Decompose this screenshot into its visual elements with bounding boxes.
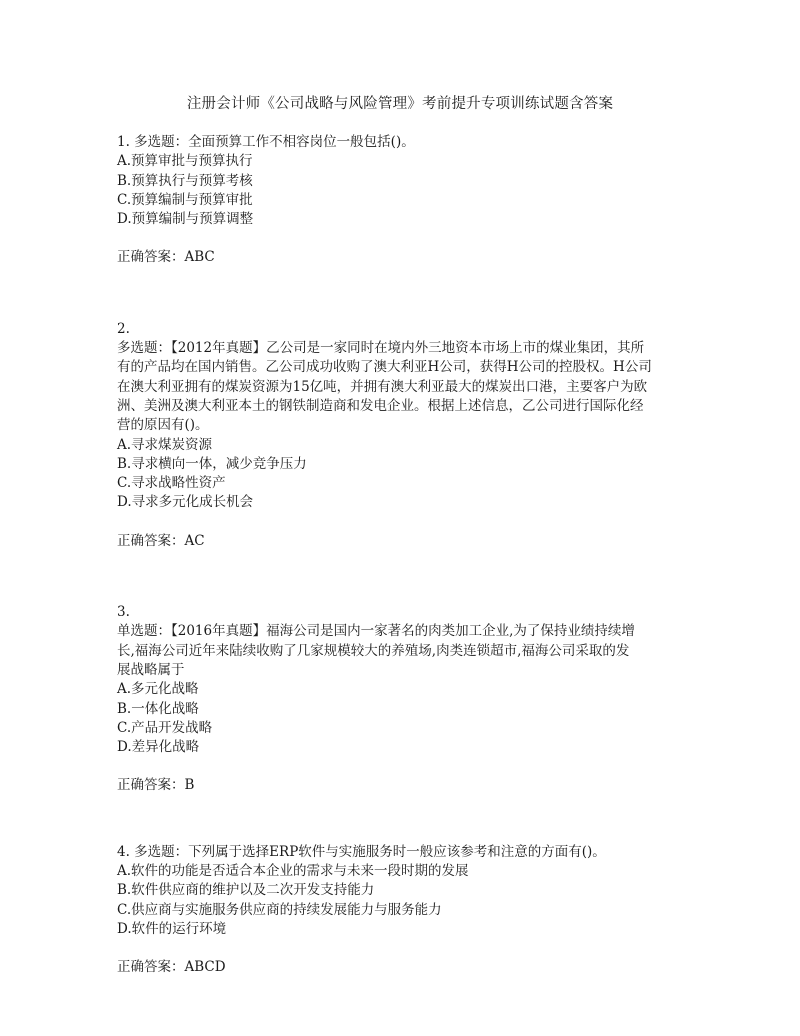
spacer (117, 796, 677, 843)
question-list (117, 133, 677, 978)
option-c: C.产品开发战略 (117, 719, 213, 736)
question-number: 2. (117, 320, 130, 337)
option-b: B.预算执行与预算考核 (117, 172, 253, 189)
question-stem: 1. 多选题：全面预算工作不相容岗位一般包括()。 (117, 134, 415, 150)
option-d: D.差异化战略 (117, 739, 200, 756)
correct-answer: 正确答案：ABC (117, 249, 215, 266)
option-b: B.软件供应商的维护以及二次开发支持能力 (117, 882, 375, 899)
option-c: C.预算编制与预算审批 (117, 191, 253, 208)
question-stem-line: 在澳大利亚拥有的煤炭资源为15亿吨，并拥有澳大利亚最大的煤炭出口港，主要客户为欧 (117, 378, 648, 395)
question-2 (117, 320, 677, 551)
question-1 (117, 133, 677, 268)
correct-answer: 正确答案：ABCD (117, 959, 226, 976)
option-b: B.寻求横向一体，减少竞争压力 (117, 455, 307, 472)
option-a: A.软件的功能是否适合本企业的需求与未来一段时期的发展 (117, 863, 469, 880)
correct-answer: 正确答案：B (117, 777, 195, 794)
option-a: A.寻求煤炭资源 (117, 436, 213, 453)
question-stem: 4. 多选题：下列属于选择ERP软件与实施服务时一般应该参考和注意的方面有()。 (117, 843, 606, 860)
question-stem-line: 长,福海公司近年来陆续收购了几家规模较大的养殖场,肉类连锁超市,福海公司采取的发 (117, 642, 630, 659)
option-a: A.多元化战略 (117, 681, 199, 698)
question-stem-line: 展战略属于 (117, 661, 185, 678)
question-stem-line: 单选题：【2016年真题】福海公司是国内一家著名的肉类加工企业,为了保持业绩持续增 (117, 623, 635, 640)
question-stem-line: 有的产品均在国内销售。乙公司成功收购了澳大利亚H公司，获得H公司的控股权。H公司 (117, 359, 652, 376)
option-a: A.预算审批与预算执行 (117, 153, 253, 170)
question-stem-line: 营的原因有()。 (117, 417, 209, 434)
question-number: 3. (117, 604, 130, 621)
question-stem-line: 洲、美洲及澳大利亚本土的钢铁制造商和发电企业。根据上述信息，乙公司进行国际化经 (117, 397, 644, 414)
option-b: B.一体化战略 (117, 700, 199, 717)
option-d: D.预算编制与预算调整 (117, 211, 254, 228)
question-3 (117, 603, 677, 796)
question-4 (117, 843, 677, 978)
document-title: 注册会计师《公司战略与风险管理》考前提升专项训练试题含答案 (186, 96, 614, 112)
spacer (117, 268, 677, 320)
option-c: C.寻求战略性资产 (117, 475, 226, 492)
option-d: D.寻求多元化成长机会 (117, 494, 254, 511)
spacer (117, 551, 677, 603)
correct-answer: 正确答案：AC (117, 532, 205, 549)
question-stem-line: 多选题：【2012年真题】乙公司是一家同时在境内外三地资本市场上市的煤业集团，其所 (117, 340, 645, 357)
option-c: C.供应商与实施服务供应商的持续发展能力与服务能力 (117, 901, 442, 918)
option-d: D.软件的运行环境 (117, 920, 227, 937)
